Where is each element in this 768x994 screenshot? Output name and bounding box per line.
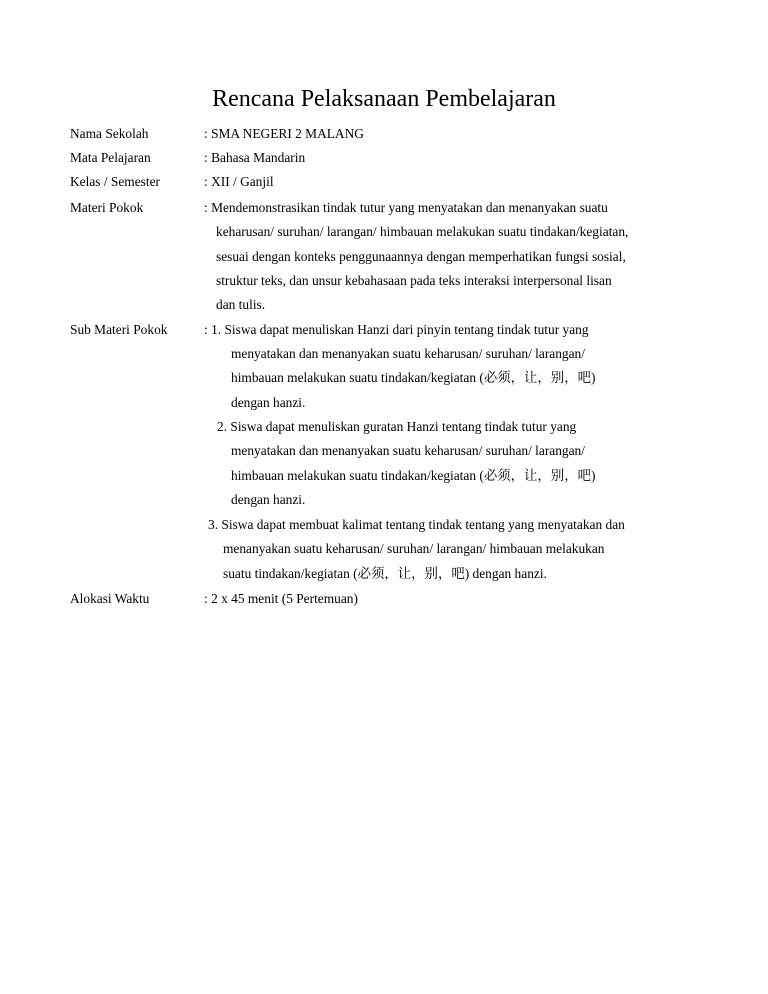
sub-material-line: dengan hanzi. (231, 492, 306, 507)
sub-material-line: himbauan melakukan suatu tindakan/kegiatan (必须，让，别，吧) (231, 370, 596, 385)
sub-material-line: menyatakan dan menanyakan suatu keharusan/ suruhan/ larangan/ (231, 443, 585, 458)
value-class: : XII / Ganjil (204, 174, 274, 189)
sub-material-line: dengan hanzi. (231, 395, 306, 410)
value-school: : SMA NEGERI 2 MALANG (204, 126, 364, 141)
main-material-line: sesuai dengan konteks penggunaannya dengan memperhatikan fungsi sosial, (216, 249, 626, 264)
label-sub-material: Sub Materi Pokok (70, 322, 168, 337)
main-material-line: dan tulis. (216, 297, 266, 312)
main-material-line: : Mendemonstrasikan tindak tutur yang menyatakan dan menanyakan suatu (204, 200, 608, 215)
sub-material-line: suatu tindakan/kegiatan (必须，让，别，吧) dengan hanzi. (223, 566, 547, 581)
main-material-line: keharusan/ suruhan/ larangan/ himbauan melakukan suatu tindakan/kegiatan, (216, 224, 629, 239)
sub-material-line: : 1. Siswa dapat menuliskan Hanzi dari pinyin tentang tindak tutur yang (204, 322, 589, 337)
label-subject: Mata Pelajaran (70, 150, 151, 165)
value-subject: : Bahasa Mandarin (204, 150, 306, 165)
sub-material-line: 3. Siswa dapat membuat kalimat tentang tindak tentang yang menyatakan dan (208, 517, 625, 532)
sub-material-line: menanyakan suatu keharusan/ suruhan/ larangan/ himbauan melakukan (223, 541, 605, 556)
sub-material-line: himbauan melakukan suatu tindakan/kegiatan (必须，让，别，吧) (231, 468, 596, 483)
label-main-material: Materi Pokok (70, 200, 144, 215)
sub-material-line: menyatakan dan menanyakan suatu keharusan/ suruhan/ larangan/ (231, 346, 585, 361)
sub-material-line: 2. Siswa dapat menuliskan guratan Hanzi tentang tindak tutur yang (217, 419, 577, 434)
label-time-allocation: Alokasi Waktu (70, 591, 150, 606)
document-title: Rencana Pelaksanaan Pembelajaran (212, 86, 556, 112)
label-class: Kelas / Semester (70, 174, 160, 189)
main-material-line: struktur teks, dan unsur kebahasaan pada teks interaksi interpersonal lisan (216, 273, 612, 288)
value-time-allocation: : 2 x 45 menit (5 Pertemuan) (204, 591, 358, 606)
label-school: Nama Sekolah (70, 126, 149, 141)
